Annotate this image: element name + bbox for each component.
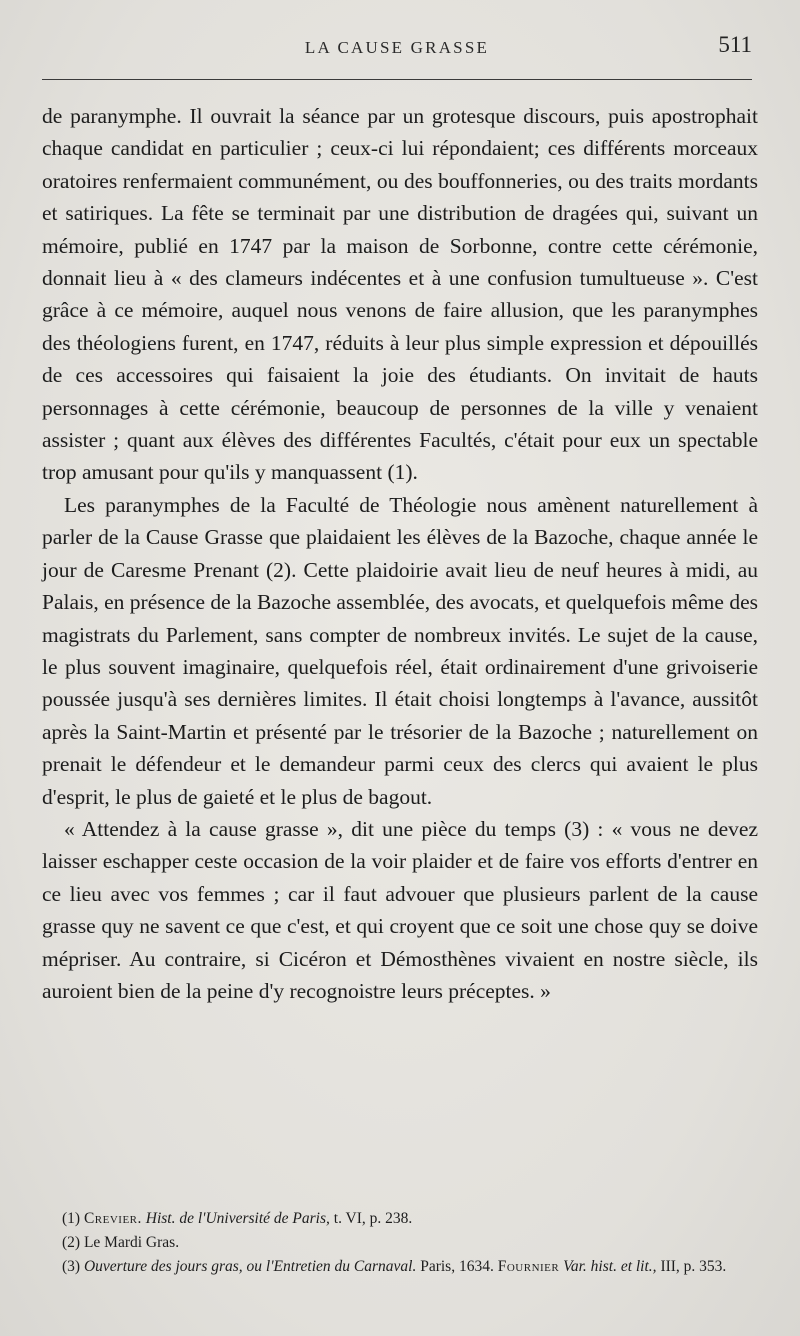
footnote-3-marker: (3) [62,1258,81,1275]
header-rule [42,79,752,80]
footnote-3-title2: Var. hist. et lit., [563,1258,657,1275]
footnote-1 [42,1207,758,1231]
footnote-1-title: Hist. de l'Université de Paris, [145,1210,330,1227]
footnote-1-marker: (1) [62,1210,81,1227]
footnote-2-text: Le Mardi Gras. [83,1234,180,1251]
running-head [42,30,752,70]
footnotes [42,1207,758,1279]
body-text [42,100,758,1007]
footnote-3 [42,1255,758,1279]
paragraph-3: « Attendez à la cause grasse », dit une pièce du temps (3) : « vous ne devez laisser eschapper ceste occasion de la voir plaider et de faire vos efforts d'entrer en ce lieu avec vos femmes ; car il faut advouer que plusieurs parlent de la cause grasse quy ne savent ce que c'est, et qui croyent que ce soit une chose quy se doive mépriser. Au contraire, si Cicéron et Démosthènes vivaient en nostre siècle, ils auroient bien de la peine d'y recognoistre leurs préceptes. » [42,816,758,1003]
footnote-1-author: Crevier. [83,1210,142,1227]
footnote-1-rest: t. VI, p. 238. [333,1210,413,1227]
paragraph-1: de paranymphe. Il ouvrait la séance par un grotesque discours, puis apostrophait chaque candidat en particulier ; ceux-ci lui répondaient; ces différents morceaux oratoires renfermaient communément, ou des bouffonneries, ou des traits mordants et satiriques. La fête se terminait par une distribution de dragées qui, suivant un mémoire, publié en 1747 par la maison de Sorbonne, contre cette cérémonie, donnait lieu à « des clameurs indécentes et à une confusion tumultueuse ». C'est grâce à ce mémoire, auquel nous venons de faire allusion, que les paranymphes des théologiens furent, en 1747, réduits à leur plus simple expression et dépouillés de ces accessoires qui faisaient la joie des étudiants. On invitait de hauts personnages à cette cérémonie, beaucoup de personnes de la ville y venaient assister ; quant aux élèves des différentes Facultés, c'était pour eux un spectable trop amusant pour qu'ils y manquassent (1). [42,104,758,485]
footnote-3-author: Fournier [497,1258,560,1275]
footnote-3-place-year: Paris, 1634. [420,1258,494,1275]
footnote-3-rest: III, p. 353. [660,1258,727,1275]
footnote-2-marker: (2) [62,1234,81,1251]
footnote-2 [42,1231,758,1255]
page-number: 511 [718,32,752,57]
running-title: LA CAUSE GRASSE [304,38,490,57]
footnote-3-title: Ouverture des jours gras, ou l'Entretien du Carnaval. [83,1258,417,1275]
paragraph-2: Les paranymphes de la Faculté de Théologie nous amènent naturellement à parler de la Cause Grasse que plaidaient les élèves de la Bazoche, chaque année le jour de Caresme Prenant (2). Cette plaidoirie avait lieu de neuf heures à midi, au Palais, en présence de la Bazoche assemblée, des avocats, et quelquefois même des magistrats du Parlement, sans compter de nombreux invités. Le sujet de la cause, le plus souvent imaginaire, quelquefois réel, était ordinairement d'une grivoiserie poussée jusqu'à ses dernières limites. Il était choisi longtemps à l'avance, aussitôt après la Saint-Martin et présenté par le trésorier de la Bazoche ; naturellement on prenait le défendeur et le demandeur parmi ceux des clercs qui avaient le plus d'esprit, le plus de gaieté et le plus de bagout. [42,492,758,809]
